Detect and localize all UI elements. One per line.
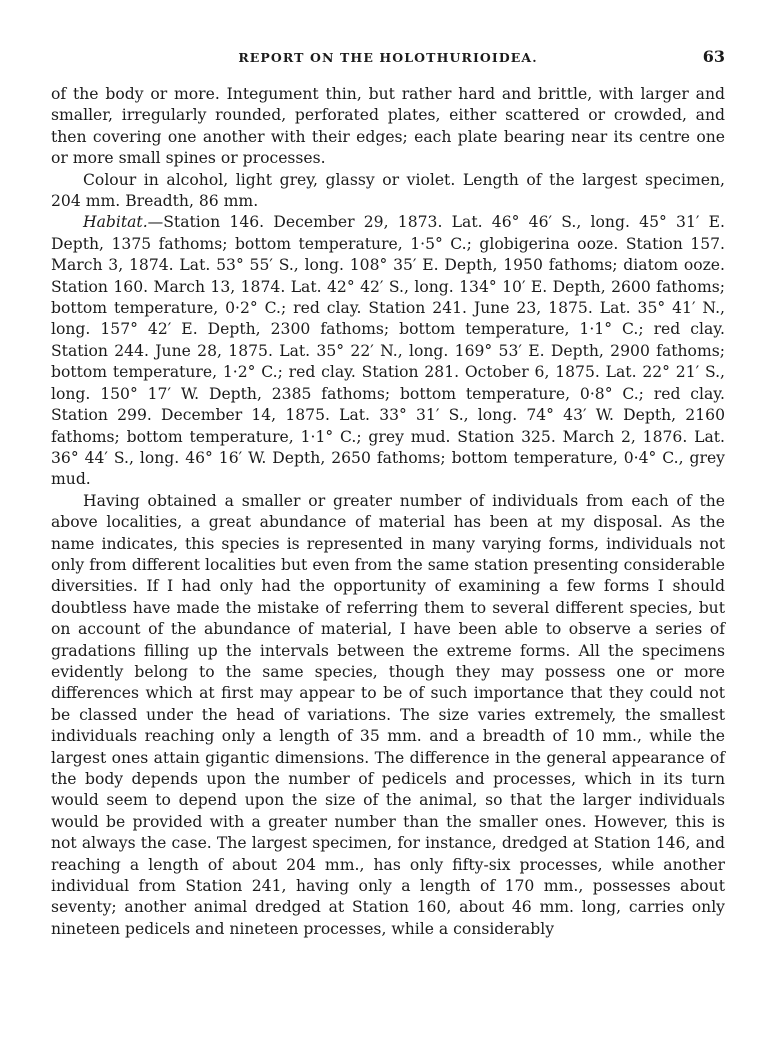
running-head [51,46,725,72]
page-number: 63 [702,47,725,66]
document-page [51,46,725,940]
paragraph-continuation: of the body or more. Integument thin, but rather hard and brittle, with larger and smaller, irregularly rounded, perforated plates, either scattered or crowded, and then covering one another with their edges; each plate bearing near its centre one or more small spines or processes. [51,85,725,168]
paragraph-variation: Having obtained a smaller or greater number of individuals from each of the above localities, a great abundance of material has been at my disposal. As the name indicates, this species is represented in many varying forms, individuals not only from different localities but even from the same station presenting considerable diversities. If I had only had the opportunity of examining a few forms I should doubtless have made the mistake of referring them to several different species, but on account of the abundance of material, I have been able to observe a series of gradations filling up the intervals between the extreme forms. All the specimens evidently belong to the same species, though they may possess one or more differences which at first may appear to be of such importance that they could not be classed under the head of variations. The size varies extremely, the smallest individuals reaching only a length of 35 mm. and a breadth of 10 mm., while the largest ones attain gigantic dimensions. The difference in the general appearance of the body depends upon the number of pedicels and processes, which in its turn would seem to depend upon the size of the animal, so that the larger individuals would be provided with a greater number than the smaller ones. However, this is not always the case. The largest specimen, for instance, dredged at Station 146, and reaching a length of about 204 mm., has only fifty-six processes, while another individual from Station 241, having only a length of 170 mm., possesses about seventy; another animal dredged at Station 160, about 46 mm. long, carries only nineteen pedicels and nineteen processes, while a considerably [51,491,725,938]
habitat-paragraph [51,212,725,490]
habitat-label: Habitat. [83,213,148,232]
paragraph-colour: Colour in alcohol, light grey, glassy or violet. Length of the largest specimen, 204 mm. Breadth, 86 mm. [51,170,725,211]
habitat-text: —Station 146. December 29, 1873. Lat. 46° 46′ S., long. 45° 31′ E. Depth, 1375 fathoms; bottom temperature, 1·5° C.; globigerina ooze. Station 157. March 3, 1874. Lat. 53° 55′ S., long. 108° 35′ E. Depth, 1950 fathoms; diatom ooze. Station 160. March 13, 1874. Lat. 42° 42′ S., long. 134° 10′ E. Depth, 2600 fathoms; bottom temperature, 0·2° C.; red clay. Station 241. June 23, 1875. Lat. 35° 41′ N., long. 157° 42′ E. Depth, 2300 fathoms; bottom temperature, 1·1° C.; red clay. Station 244. June 28, 1875. Lat. 35° 22′ N., long. 169° 53′ E. Depth, 2900 fathoms; bottom temperature, 1·2° C.; red clay. Station 281. October 6, 1875. Lat. 22° 21′ S., long. 150° 17′ W. Depth, 2385 fathoms; bottom temperature, 0·8° C.; red clay. Station 299. December 14, 1875. Lat. 33° 31′ S., long. 74° 43′ W. Depth, 2160 fathoms; bottom temperature, 1·1° C.; grey mud. Station 325. March 2, 1876. Lat. 36° 44′ S., long. 46° 16′ W. Depth, 2650 fathoms; bottom temperature, 0·4° C., grey mud. [51,213,725,489]
body-text [51,84,725,940]
running-title: REPORT ON THE HOLOTHURIOIDEA. [238,50,538,65]
